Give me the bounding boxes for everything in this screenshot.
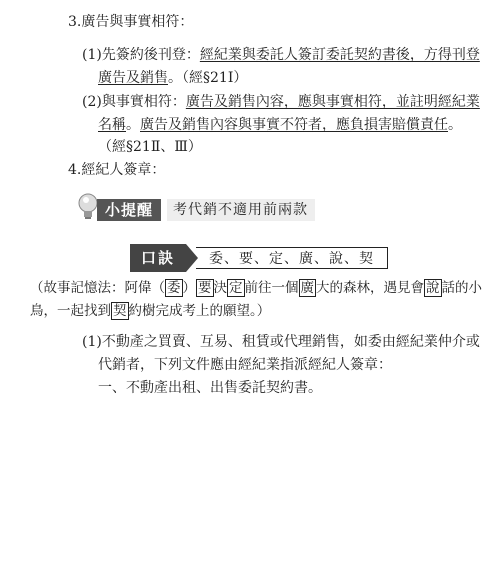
clause-2-underline-2b: 廣告及銷售內容與事實不符者，應負損害賠償責任	[140, 117, 448, 133]
story-line-2	[30, 301, 270, 321]
story-h: 約樹完成考上的願望。）	[128, 303, 271, 319]
story-a: （故事記憶法：阿偉（	[30, 280, 165, 296]
story-key-2: 要	[198, 280, 212, 296]
clause-2-ref: （經§21Ⅱ、Ⅲ）	[98, 139, 202, 155]
story-key-4: 廣	[300, 280, 314, 296]
story-b: ）	[182, 280, 196, 296]
clause-2-mid: 。	[126, 117, 140, 133]
tip-tag: 小提醒	[97, 199, 161, 221]
story-g: 鳥，一起找到	[30, 303, 111, 319]
story-key-1: 委	[167, 280, 181, 296]
section-3-heading: 3.廣告與事實相符：	[68, 14, 194, 30]
paragraph-line-2: 代銷者，下列文件應由經紀業指派經紀人簽章：	[98, 357, 392, 373]
story-c: 決	[213, 280, 227, 296]
clause-1-underline-2: 廣告及銷售	[98, 70, 168, 86]
clause-1-ref: 。（經§21Ⅰ）	[168, 70, 248, 86]
section-4-heading: 4.經紀人簽章：	[68, 162, 166, 178]
clause-2-underline-1: 廣告及銷售內容，應與事實相符，並註明經紀業	[185, 94, 480, 110]
clause-2-cont	[98, 115, 462, 135]
story-e: 大的森林，遇見會	[316, 280, 424, 296]
tip-text: 考代銷不適用前兩款	[167, 199, 315, 221]
story-key-3: 定	[229, 280, 243, 296]
clause-1-underline-1: 經紀業與委託人簽訂委託契約書後，方得刊登	[199, 47, 480, 63]
story-key-6: 契	[113, 303, 127, 319]
clause-2-end: 。	[448, 117, 462, 133]
story-line-1	[30, 278, 482, 298]
mnemonic-keys: 委、要、定、廣、說、契	[196, 247, 388, 269]
clause-2-lead: (2)與事實相符：	[82, 94, 186, 110]
mnemonic-banner	[130, 244, 390, 272]
clause-1-cont	[98, 68, 247, 88]
story-d: 前往一個	[244, 280, 299, 296]
clause-1-lead: (1)先簽約後刊登：	[82, 47, 200, 63]
paragraph-line-3: 一、不動產出租、出售委託契約書。	[98, 380, 322, 396]
paragraph-line-1: (1)不動產之買賣、互易、租賃或代理銷售，如委由經紀業仲介或	[82, 334, 480, 350]
tip-banner	[77, 192, 317, 226]
mnemonic-label: 口訣	[140, 249, 175, 267]
clause-2	[82, 92, 480, 112]
clause-2-underline-2a: 名稱	[98, 117, 126, 133]
story-f: 話的小	[441, 280, 482, 296]
clause-1	[82, 45, 480, 65]
story-key-5: 說	[426, 280, 440, 296]
